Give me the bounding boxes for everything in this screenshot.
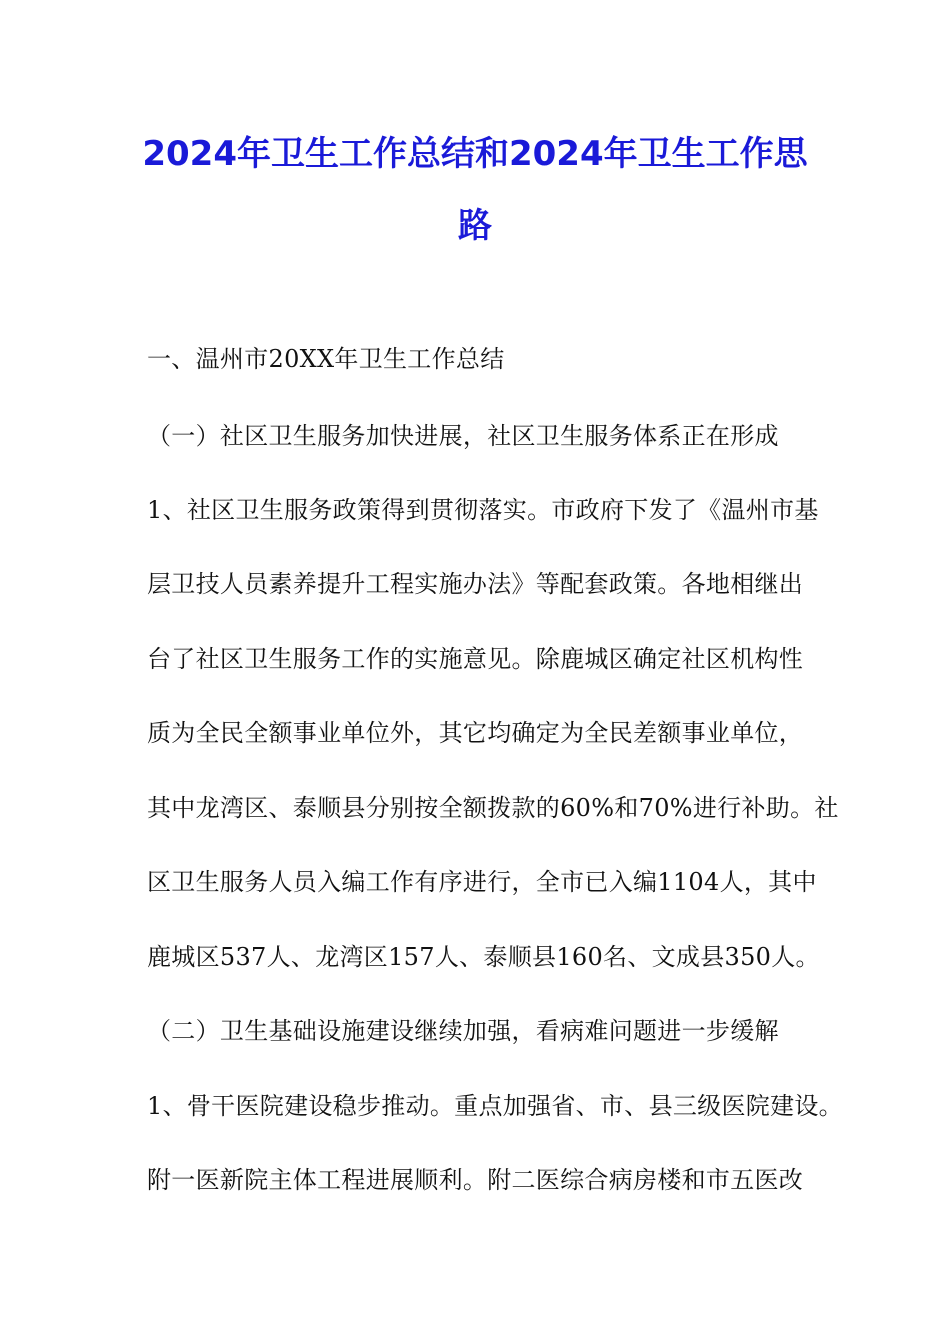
document-title-line-2: 路 xyxy=(458,206,492,246)
paragraph-line: 台了社区卫生服务工作的实施意见。除鹿城区确定社区机构性 xyxy=(147,645,804,673)
paragraph-line: 层卫技人员素养提升工程实施办法》等配套政策。各地相继出 xyxy=(147,570,804,598)
paragraph-line: 附一医新院主体工程进展顺利。附二医综合病房楼和市五医改 xyxy=(147,1166,804,1194)
paragraph-line: 区卫生服务人员入编工作有序进行，全市已入编1104人，其中 xyxy=(147,868,817,896)
subsection-heading: （一）社区卫生服务加快进展，社区卫生服务体系正在形成 xyxy=(147,422,779,450)
section-heading: 一、温州市20XX年卫生工作总结 xyxy=(147,345,505,373)
document-title-line-1: 2024年卫生工作总结和2024年卫生工作思 xyxy=(142,134,808,174)
paragraph-line: 质为全民全额事业单位外，其它均确定为全民差额事业单位， xyxy=(147,719,804,747)
paragraph-line: 1、骨干医院建设稳步推动。重点加强省、市、县三级医院建设。 xyxy=(147,1092,843,1120)
paragraph-line: 鹿城区537人、龙湾区157人、泰顺县160名、文成县350人。 xyxy=(147,943,820,971)
paragraph-line: 其中龙湾区、泰顺县分别按全额拨款的60%和70%进行补助。社 xyxy=(147,794,839,822)
subsection-heading: （二）卫生基础设施建设继续加强，看病难问题进一步缓解 xyxy=(147,1017,779,1045)
paragraph-line: 1、社区卫生服务政策得到贯彻落实。市政府下发了《温州市基 xyxy=(147,496,819,524)
